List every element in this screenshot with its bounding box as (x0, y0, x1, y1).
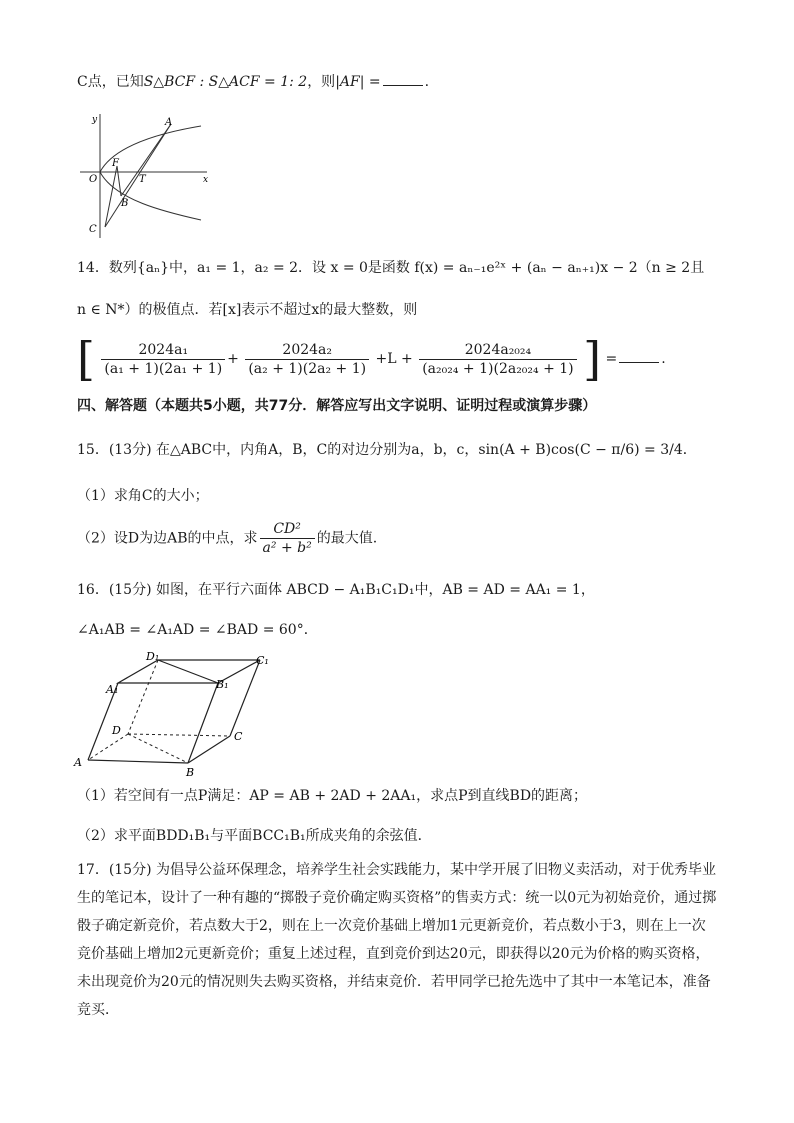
label-B: B (121, 198, 129, 209)
q16-part1: （1）若空间有一点P满足：AP = AB + 2AD + 2AA₁，求点P到直线BD的距离； (77, 788, 588, 804)
edge-C1C (230, 660, 260, 736)
q15-frac-den: a² + b² (262, 540, 312, 556)
frac3-num: 2024a₂₀₂₄ (419, 341, 576, 360)
q14-frac3 (419, 341, 576, 378)
line-AB (121, 124, 171, 196)
q14-frac1 (101, 341, 225, 378)
q15-part2 (77, 520, 377, 560)
q14-line1: 14．数列{aₙ}中，a₁ = 1，a₂ = 2．设 x = 0是函数 f(x) = aₙ₋₁e²ˣ + (aₙ − aₙ₊₁)x − 2（n ≥ 2且 (77, 260, 705, 276)
label-B1: B₁ (216, 678, 229, 691)
frac2-num: 2024a₂ (245, 341, 369, 360)
label-B: B (186, 766, 195, 778)
label-C1: C₁ (256, 654, 269, 667)
parabola-figure (75, 108, 215, 243)
edge-BC (188, 736, 230, 763)
label-x: x (203, 175, 209, 185)
q15-part2-post: 的最大值. (316, 530, 378, 547)
q15-frac-num: CD² (260, 520, 315, 539)
q13-abs: |AF| = (335, 74, 381, 90)
label-y: y (92, 115, 98, 125)
q14-mid: +L + (375, 351, 413, 367)
q14-end: . (661, 351, 666, 367)
q16-stem2: ∠A₁AB = ∠A₁AD = ∠BAD = 60°． (77, 622, 318, 638)
frac2-den: (a₂ + 1)(2a₂ + 1) (248, 360, 367, 377)
diag-DB (128, 734, 188, 763)
label-T: T (139, 174, 146, 185)
label-F: F (112, 158, 119, 169)
answer-blank[interactable] (383, 73, 423, 86)
frac1-num: 2024a₁ (101, 341, 225, 360)
label-O: O (89, 174, 98, 185)
edge-DA (88, 734, 128, 760)
q15-part1: （1）求角C的大小； (77, 488, 209, 504)
q13-tail (77, 72, 429, 92)
q17-text: 17．(15分) 为倡导公益环保理念，培养学生社会实践能力，某中学开展了旧物义卖活动，对于优秀毕业生的笔记本，设计了一种有趣的“掷骰子竞价确定购买资格”的售卖方式：统一以0元为初始竞价，通过掷骰子确定新竞价，若点数大于2，则在上一次竞价基础上增加1元更新竞价，若点数小于3，则在上一次竞价基础上增加2元更新竞价；重复上述过程，直到竞价到达20元，即获得以20元为价格的购买资格，未出现竞价为20元的情况则失去购买资格，并结束竞价．若甲同学已抢先选中了其中一本笔记本，准备竞买． (77, 862, 717, 1018)
label-A: A (74, 756, 82, 769)
edge-D1D (128, 660, 158, 734)
edge-B1B (188, 683, 218, 763)
q14-frac2 (245, 341, 369, 378)
floor-left-bracket: [ (77, 332, 95, 386)
q13-mid: ，则 (307, 74, 336, 90)
floor-right-bracket: ] (583, 332, 602, 386)
label-A: A (165, 117, 173, 128)
label-C: C (234, 730, 243, 743)
edge-DC (128, 734, 230, 736)
parallelepiped-figure (70, 650, 280, 778)
q16-stem1: 16．(15分) 如图，在平行六面体 ABCD − A₁B₁C₁D₁中，AB = AD = AA₁ = 1， (77, 582, 595, 598)
q15-part2-pre: （2）设D为边AB的中点，求 (77, 530, 258, 547)
answer-blank[interactable] (619, 350, 659, 363)
q16-part2: （2）求平面BDD₁B₁与平面BCC₁B₁所成夹角的余弦值． (77, 828, 432, 844)
q13-pre: C点，已知 (77, 74, 144, 90)
q15-stem: 15．(13分) 在△ABC中，内角A，B，C的对边分别为a，b，c，sin(A + B)cos(C − π/6) = 3/4． (77, 442, 697, 458)
q15-fraction (260, 520, 315, 557)
q13-end: . (424, 74, 430, 90)
label-D: D (112, 724, 121, 737)
edge-AB (88, 760, 188, 763)
frac1-den: (a₁ + 1)(2a₁ + 1) (104, 360, 223, 377)
label-D1: D₁ (146, 650, 160, 663)
label-A1: A₁ (106, 683, 119, 696)
q13-ratio: S△BCF : S△ACF = 1: 2 (143, 74, 308, 90)
q14-line2: n ∈ N*）的极值点．若[x]表示不超过x的最大整数，则 (77, 302, 418, 318)
diag-D1B1 (158, 660, 218, 683)
section-heading: 四、解答题（本题共5小题，共77分．解答应写出文字说明、证明过程或演算步骤） (77, 398, 597, 414)
frac3-den: (a₂₀₂₄ + 1)(2a₂₀₂₄ + 1) (422, 360, 574, 377)
q14-expression: [ $\frac{\text{2024a₁}}{\text{(a₁ + 1)(2a₁ + 1)}}$ + $\frac{\text{2024a₂}}{\text{(a₂ + 1)(2a₂ + 1)}}$ +L + $\frac{\text{2024a₂₀₂₄}}{\text{(a₂₀₂₄ + 1)(2a₂₀₂₄ + 1)}}$ ] = . (77, 332, 666, 386)
label-C: C (89, 224, 97, 235)
